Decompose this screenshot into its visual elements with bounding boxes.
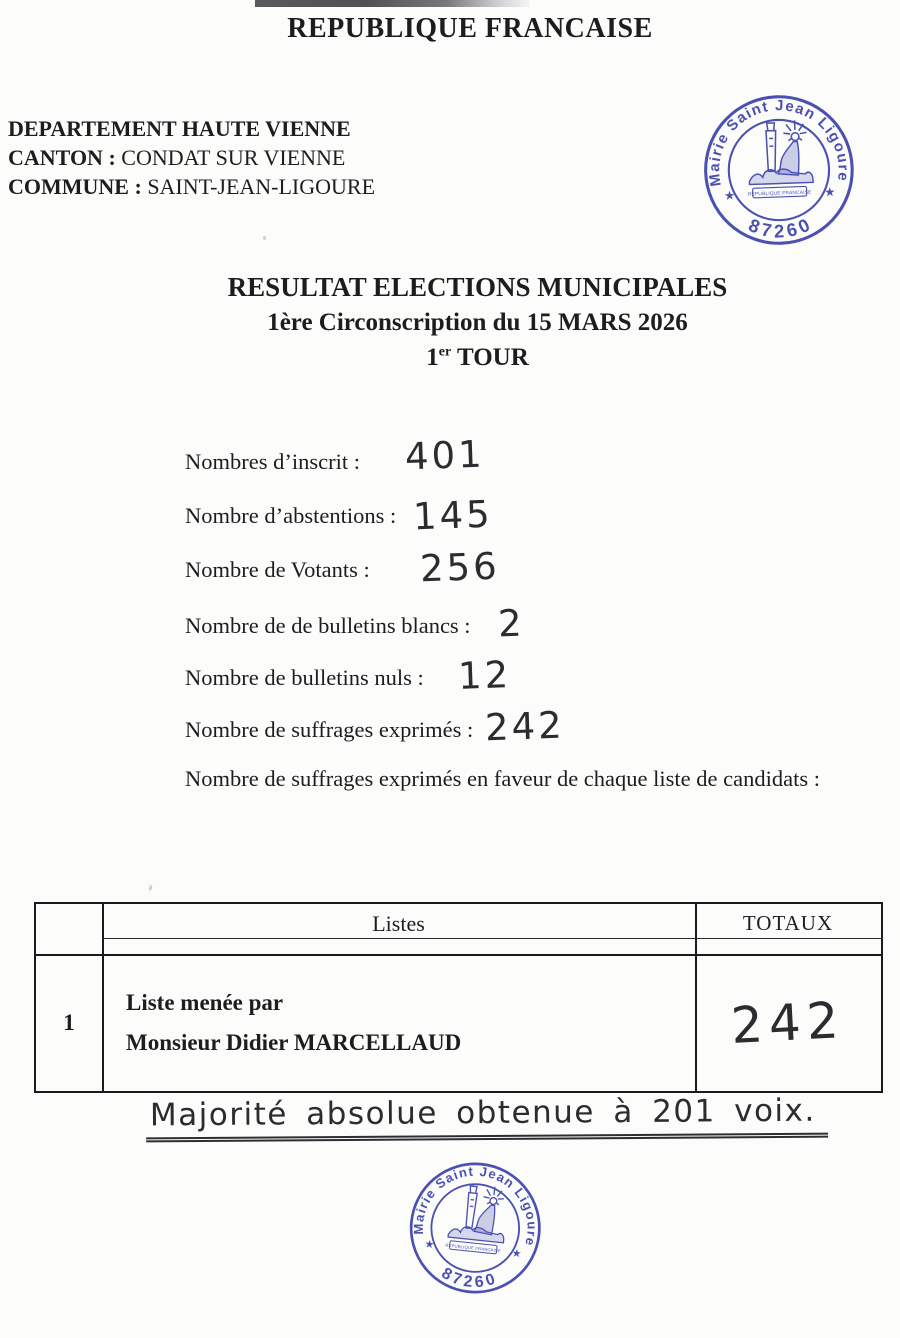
table-header-underline: [102, 938, 881, 939]
stamp-postal-textpath: 87260: [745, 212, 817, 242]
stat-label: Nombre de suffrages exprimés :: [185, 717, 474, 742]
title-tour-line: [55, 344, 900, 372]
admin-info-block: [8, 114, 375, 201]
scan-speck: [148, 885, 153, 892]
tour-word: TOUR: [451, 344, 529, 371]
tour-ordinal-sup: er: [438, 344, 452, 360]
republic-title: REPUBLIQUE FRANCAISE: [287, 13, 653, 44]
stamp-arc-textpath: Mairie Saint Jean Ligoure: [410, 1163, 540, 1249]
stat-row-votants: [185, 544, 501, 593]
stat-handwritten-value: 12: [457, 653, 512, 698]
stat-handwritten-value: 242: [484, 703, 566, 750]
canton-value: CONDAT SUR VIENNE: [115, 145, 346, 170]
canton-line: [8, 143, 375, 172]
stat-label: Nombre d’abstentions :: [185, 503, 397, 528]
results-table: [34, 902, 883, 1093]
table-row-list-name: [102, 954, 695, 1091]
mairie-stamp-bottom: [398, 1151, 552, 1310]
table-row-total-cell: [695, 954, 881, 1091]
stat-handwritten-value: 256: [419, 544, 501, 591]
stat-label: Nombre de de bulletins blancs :: [185, 613, 471, 638]
mairie-stamp-icon: [398, 1151, 552, 1305]
stat-label: Nombre de Votants :: [185, 557, 370, 582]
scan-artifact-strip: [255, 0, 530, 7]
stamp-star-left-icon: ★: [423, 1238, 435, 1252]
commune-label: COMMUNE :: [8, 174, 142, 199]
stat-handwritten-value: 2: [497, 601, 526, 646]
stat-label: Nombre de bulletins nuls :: [185, 665, 424, 690]
stat-row-bulletins-blancs: [185, 601, 526, 649]
stat-handwritten-value: 401: [404, 432, 486, 479]
column-header-totaux: TOTAUX: [742, 911, 834, 935]
stamp-postal-textpath: 87260: [438, 1263, 501, 1292]
commune-line: [8, 172, 375, 201]
stat-row-suffrages-exprimes: [185, 703, 566, 753]
list-name-line-1: Liste menée par: [126, 989, 284, 1015]
lists-intro-line: Nombre de suffrages exprimés en faveur de chaque liste de candidats :: [185, 766, 820, 791]
department-line: DEPARTEMENT HAUTE VIENNE: [8, 116, 351, 141]
stamp-arc-textpath: Mairie Saint Jean Ligoure: [705, 97, 852, 188]
stamp-star-right-icon: ★: [511, 1247, 523, 1261]
list-name-line-2: Monsieur Didier MARCELLAUD: [126, 1029, 462, 1055]
stat-row-inscrits: [185, 432, 486, 485]
stat-row-bulletins-nuls: [185, 653, 512, 701]
stamp-star-left-icon: ★: [723, 188, 736, 203]
election-title-block: [55, 272, 900, 372]
title-line-2: 1ère Circonscription du 15 MARS 2026: [267, 309, 688, 336]
stamp-banner-text: REPUBLIQUE FRANCAISE: [445, 1242, 502, 1254]
stamp-banner-text: REPUBLIQUE FRANCAISE: [747, 190, 812, 198]
mairie-stamp-top: [696, 87, 862, 257]
mairie-stamp-icon: [696, 87, 861, 252]
title-line-1: RESULTAT ELECTIONS MUNICIPALES: [227, 272, 728, 302]
column-header-listes: Listes: [372, 911, 425, 936]
stamp-star-right-icon: ★: [823, 184, 836, 200]
majority-handwritten-note: Majorité absolue obtenue à 201 voix.: [146, 1096, 828, 1143]
scan-speck: [263, 236, 266, 240]
stat-handwritten-value: 145: [412, 492, 494, 539]
total-handwritten-value: 242: [729, 990, 847, 1055]
stat-row-abstentions: [185, 491, 494, 539]
commune-value: SAINT-JEAN-LIGOURE: [141, 174, 376, 199]
stat-label: Nombres d’inscrit :: [185, 449, 360, 474]
tour-number: 1: [426, 344, 439, 371]
canton-label: CANTON :: [8, 145, 116, 170]
table-row-number: 1: [63, 1009, 75, 1035]
